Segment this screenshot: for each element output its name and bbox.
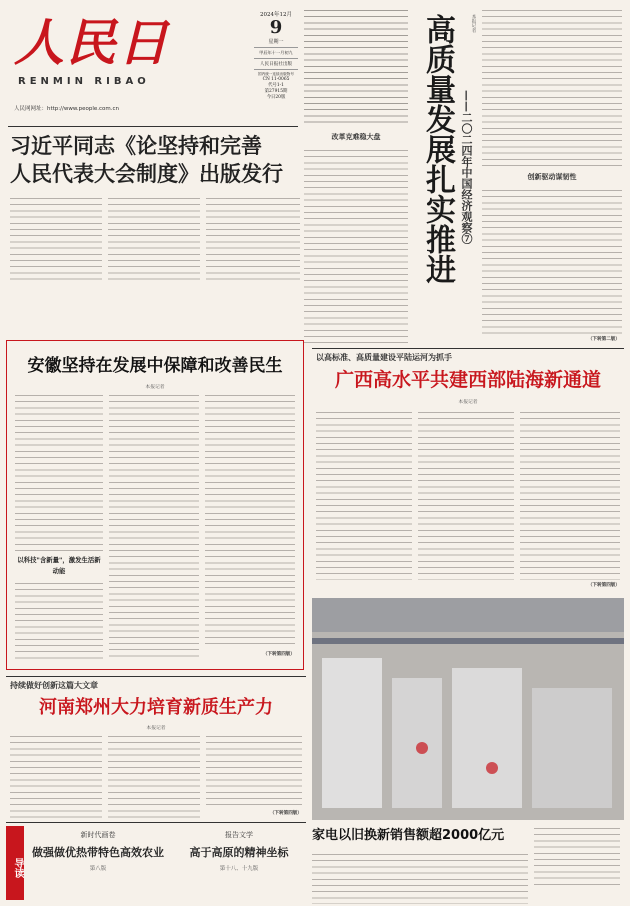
- right-col-footer[interactable]: （下转第二版）: [587, 337, 620, 342]
- issue-no: 第27915期: [264, 89, 288, 94]
- daihao: 代号1-1: [268, 83, 284, 88]
- guide-label: 导读: [6, 826, 24, 900]
- date-block: [254, 10, 298, 120]
- henan-footer[interactable]: （下转第四版）: [269, 811, 302, 816]
- right-col-subhead: 创新驱动谋韧性: [527, 173, 577, 181]
- anhui-footer[interactable]: （下转第四版）: [262, 652, 295, 657]
- lead-title[interactable]: [10, 132, 300, 190]
- guide-item1-page: 第八版: [89, 866, 107, 872]
- guide-item-1[interactable]: [30, 830, 166, 896]
- masthead-title: 人民日: [14, 13, 170, 72]
- cn-label: 国内统一连续出版物号: [258, 72, 294, 76]
- guide-item2-page: 第十八、十九版: [219, 866, 259, 872]
- factory-image: [312, 598, 624, 820]
- middle-column: [304, 8, 408, 346]
- right-column: [482, 8, 622, 346]
- appliance-title: 家电以旧换新销售额超2000亿元: [312, 828, 505, 843]
- henan-kicker: 持续做好创新这篇大文章: [10, 681, 98, 690]
- guangxi-footer[interactable]: （下转第四版）: [587, 583, 620, 588]
- henan-byline: 本报记者: [146, 726, 166, 731]
- banner-subtitle: ——二〇二四年中国经济观察⑦: [460, 90, 473, 244]
- guide-box: [6, 826, 306, 900]
- guide-item2-title: 高于高原的精神坐标: [189, 846, 289, 859]
- anhui-title: 安徽坚持在发展中保障和改善民生: [27, 356, 283, 376]
- right-banner: [412, 10, 476, 346]
- appliance-photo: [312, 598, 624, 820]
- pages-today: 今日20版: [266, 95, 286, 100]
- guide-item2-kicker: 报告文学: [225, 831, 253, 839]
- anhui-article[interactable]: [6, 340, 304, 670]
- banner-title: 高质量发展扎实推进: [420, 14, 455, 284]
- anhui-subhead: 以科技"含新量"，激发生活新动能: [17, 556, 101, 575]
- masthead-url[interactable]: 人民网网址：http://www.people.com.cn: [14, 106, 119, 112]
- date-day: 9: [269, 17, 283, 38]
- masthead-pinyin: RENMIN RIBAO: [18, 76, 150, 87]
- guide-item-2[interactable]: [172, 830, 306, 896]
- publisher: 人民日报社出版: [259, 62, 293, 67]
- lead-body: [10, 196, 300, 280]
- banner-byline: 本报记者: [471, 14, 476, 33]
- henan-title: 河南郑州大力培育新质生产力: [39, 697, 273, 718]
- guangxi-title: 广西高水平共建西部陆海新通道: [334, 369, 601, 391]
- divider: [6, 676, 306, 677]
- divider: [8, 126, 298, 127]
- guide-item1-kicker: 新时代画卷: [80, 831, 116, 839]
- date-year-month: 2024年12月: [260, 12, 292, 18]
- divider: [6, 822, 306, 823]
- lead-title-line2: 人民代表大会制度》出版发行: [10, 162, 283, 186]
- guangxi-kicker: 以高标准、高质量建设平陆运河为抓手: [316, 353, 452, 362]
- cn-code: CN 11-0065: [262, 77, 290, 82]
- lunar-date: 甲辰年十一月初九: [259, 50, 293, 55]
- weekday: 星期一: [268, 39, 284, 45]
- lead-title-line1: 习近平同志《论坚持和完善: [10, 134, 262, 158]
- divider: [312, 348, 624, 349]
- anhui-byline: 本报记者: [145, 385, 165, 390]
- mid-col-subhead: 改革克难稳大盘: [331, 133, 381, 141]
- henan-article[interactable]: [6, 680, 306, 820]
- guangxi-byline: 本报记者: [458, 400, 478, 405]
- guide-note: [540, 890, 624, 900]
- guide-item1-title: 做强做优热带特色高效农业: [32, 846, 164, 859]
